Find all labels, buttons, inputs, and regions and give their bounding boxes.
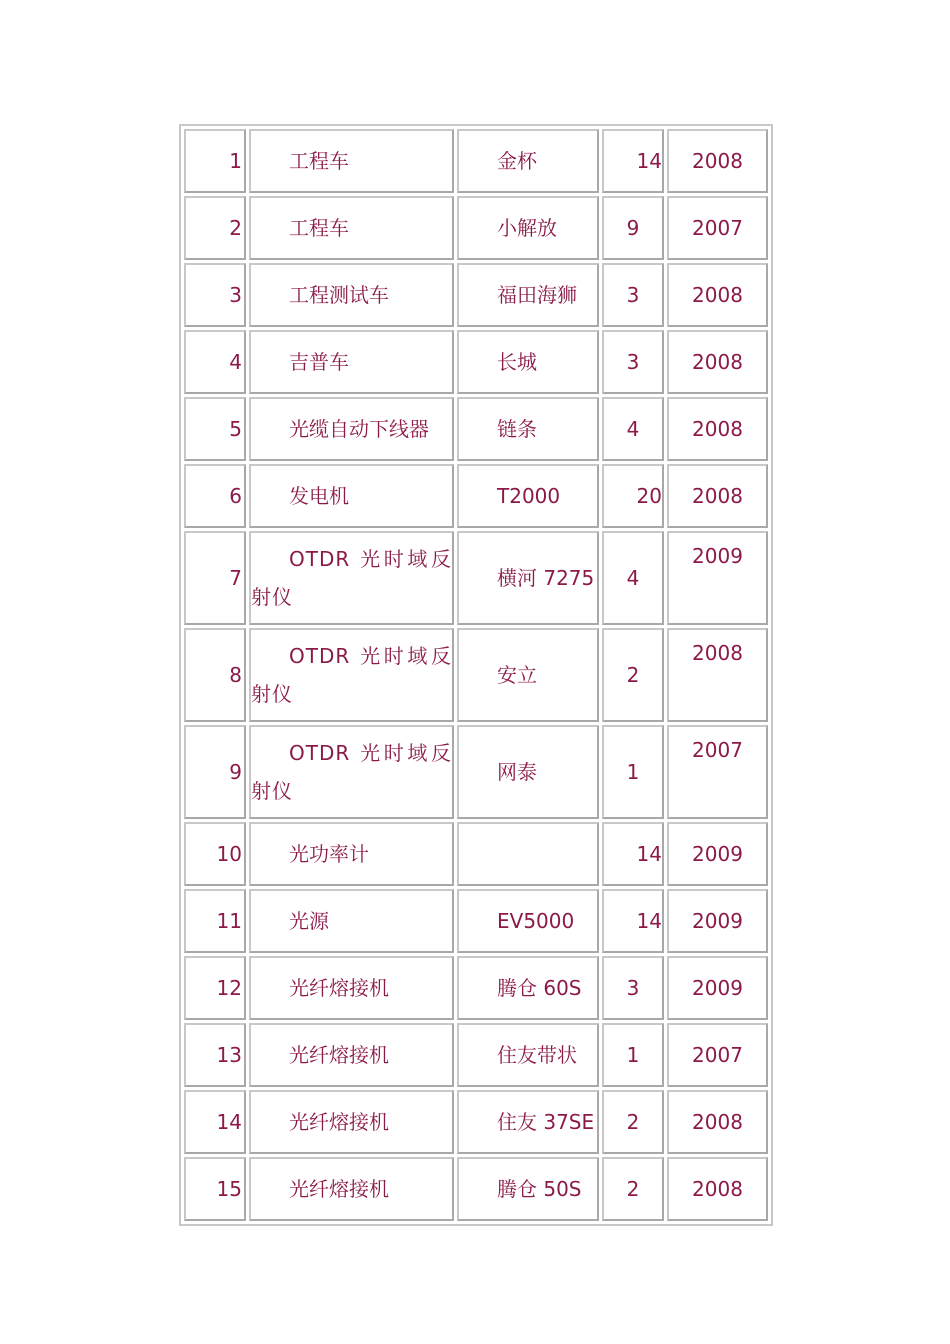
- equipment-model: 小解放: [457, 196, 599, 260]
- equipment-model: 腾仓 60S: [457, 956, 599, 1020]
- equipment-year: 2008: [667, 464, 768, 528]
- equipment-name: OTDR 光时域反射仪: [249, 531, 454, 625]
- equipment-name: 光纤熔接机: [249, 956, 454, 1020]
- equipment-quantity: 3: [602, 263, 664, 327]
- row-number: 1: [184, 129, 246, 193]
- row-number: 11: [184, 889, 246, 953]
- equipment-quantity: 4: [602, 397, 664, 461]
- table-row: [184, 1090, 768, 1154]
- row-number: 2: [184, 196, 246, 260]
- equipment-quantity: 1: [602, 1023, 664, 1087]
- equipment-model: 横河 7275: [457, 531, 599, 625]
- table-row: [184, 263, 768, 327]
- equipment-model: 链条: [457, 397, 599, 461]
- row-number: 15: [184, 1157, 246, 1221]
- equipment-quantity: 14: [602, 129, 664, 193]
- equipment-name: 光纤熔接机: [249, 1023, 454, 1087]
- equipment-year: 2008: [667, 397, 768, 461]
- equipment-model: [457, 822, 599, 886]
- equipment-year: 2009: [667, 531, 768, 625]
- row-number: 13: [184, 1023, 246, 1087]
- equipment-model: EV5000: [457, 889, 599, 953]
- equipment-name: 光纤熔接机: [249, 1157, 454, 1221]
- equipment-year: 2007: [667, 1023, 768, 1087]
- equipment-year: 2007: [667, 725, 768, 819]
- equipment-year: 2008: [667, 1157, 768, 1221]
- equipment-name: 发电机: [249, 464, 454, 528]
- row-number: 3: [184, 263, 246, 327]
- equipment-quantity: 3: [602, 330, 664, 394]
- equipment-quantity: 14: [602, 822, 664, 886]
- equipment-model: 腾仓 50S: [457, 1157, 599, 1221]
- equipment-year: 2009: [667, 822, 768, 886]
- equipment-year: 2008: [667, 330, 768, 394]
- table-row: [184, 531, 768, 625]
- equipment-model: 网泰: [457, 725, 599, 819]
- row-number: 5: [184, 397, 246, 461]
- equipment-quantity: 3: [602, 956, 664, 1020]
- row-number: 12: [184, 956, 246, 1020]
- equipment-name: 吉普车: [249, 330, 454, 394]
- equipment-year: 2008: [667, 129, 768, 193]
- row-number: 14: [184, 1090, 246, 1154]
- equipment-name: OTDR 光时域反射仪: [249, 628, 454, 722]
- table-row: [184, 464, 768, 528]
- equipment-quantity: 2: [602, 1090, 664, 1154]
- equipment-model: T2000: [457, 464, 599, 528]
- equipment-name: 光功率计: [249, 822, 454, 886]
- table-row: [184, 725, 768, 819]
- equipment-quantity: 9: [602, 196, 664, 260]
- table-row: [184, 822, 768, 886]
- row-number: 9: [184, 725, 246, 819]
- row-number: 8: [184, 628, 246, 722]
- equipment-name: OTDR 光时域反射仪: [249, 725, 454, 819]
- equipment-quantity: 20: [602, 464, 664, 528]
- table-row: [184, 889, 768, 953]
- row-number: 6: [184, 464, 246, 528]
- equipment-model: 福田海狮: [457, 263, 599, 327]
- equipment-year: 2009: [667, 889, 768, 953]
- table-row: [184, 397, 768, 461]
- equipment-model: 长城: [457, 330, 599, 394]
- table-row: [184, 1157, 768, 1221]
- equipment-name: 光源: [249, 889, 454, 953]
- equipment-year: 2009: [667, 956, 768, 1020]
- equipment-quantity: 4: [602, 531, 664, 625]
- table-row: [184, 129, 768, 193]
- equipment-year: 2007: [667, 196, 768, 260]
- equipment-year: 2008: [667, 628, 768, 722]
- equipment-model: 安立: [457, 628, 599, 722]
- equipment-name: 工程车: [249, 196, 454, 260]
- row-number: 7: [184, 531, 246, 625]
- equipment-quantity: 2: [602, 628, 664, 722]
- equipment-year: 2008: [667, 1090, 768, 1154]
- equipment-table: [179, 124, 773, 1226]
- equipment-quantity: 1: [602, 725, 664, 819]
- equipment-name: 光纤熔接机: [249, 1090, 454, 1154]
- equipment-year: 2008: [667, 263, 768, 327]
- equipment-model: 住友 37SE: [457, 1090, 599, 1154]
- table-row: [184, 628, 768, 722]
- row-number: 4: [184, 330, 246, 394]
- equipment-quantity: 2: [602, 1157, 664, 1221]
- equipment-name: 工程测试车: [249, 263, 454, 327]
- equipment-quantity: 14: [602, 889, 664, 953]
- equipment-model: 住友带状: [457, 1023, 599, 1087]
- table-row: [184, 1023, 768, 1087]
- table-row: [184, 196, 768, 260]
- row-number: 10: [184, 822, 246, 886]
- table-row: [184, 956, 768, 1020]
- equipment-name: 光缆自动下线器: [249, 397, 454, 461]
- table-row: [184, 330, 768, 394]
- equipment-model: 金杯: [457, 129, 599, 193]
- equipment-name: 工程车: [249, 129, 454, 193]
